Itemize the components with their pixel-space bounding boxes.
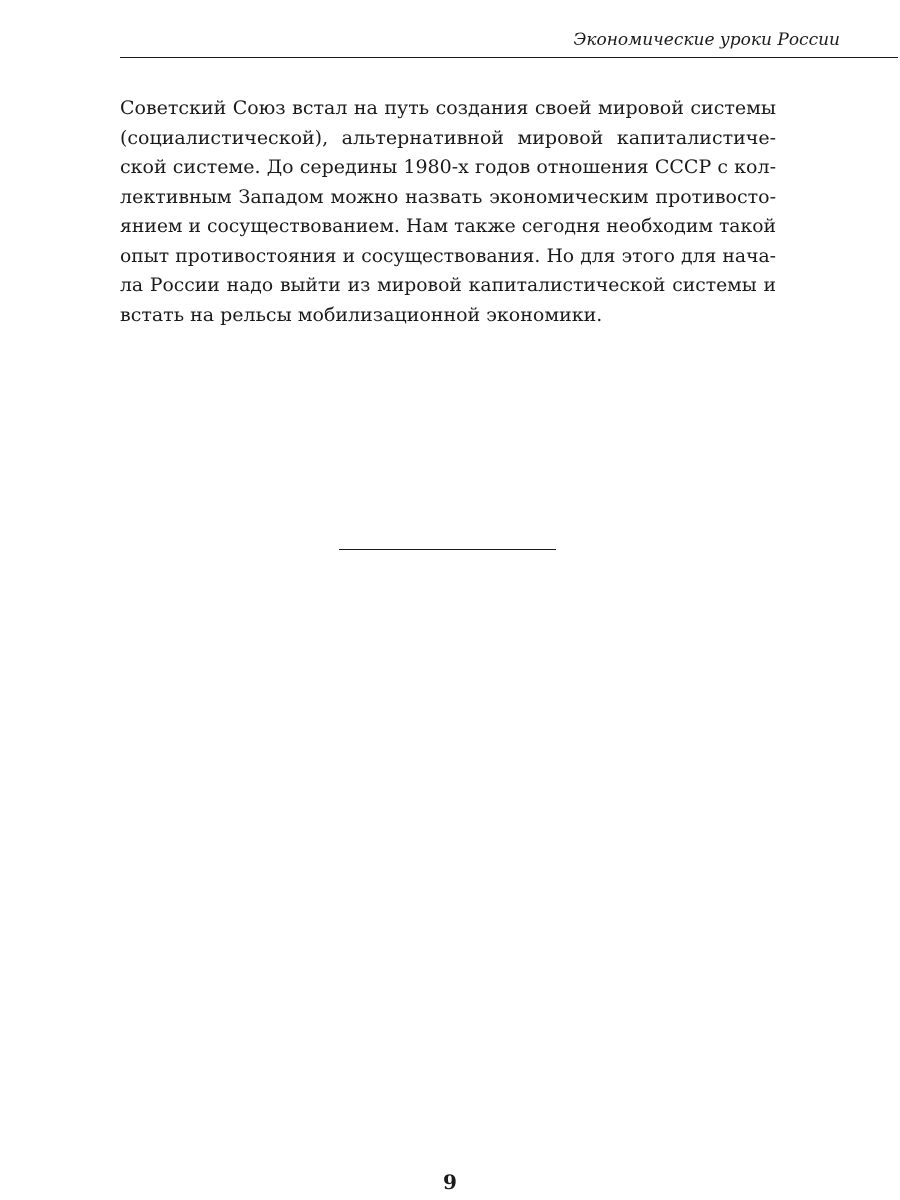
paragraph-line: (социалистической), альтернативной мировой капиталистиче- <box>120 126 776 149</box>
section-divider <box>339 549 556 550</box>
page-number: 9 <box>443 1170 457 1194</box>
running-header-title: Экономические уроки России <box>573 30 840 50</box>
paragraph-line: опыт противостояния и сосуществования. Но для этого для нача- <box>120 245 776 267</box>
body-paragraph <box>120 94 776 330</box>
paragraph-line: Советский Союз встал на путь создания своей мировой системы <box>120 97 776 119</box>
paragraph-line: ской системе. До середины 1980-х годов отношения СССР с кол- <box>120 156 776 178</box>
paragraph-line: янием и сосуществованием. Нам также сегодня необходим такой <box>120 216 776 237</box>
paragraph-line: ла России надо выйти из мировой капиталистической системы и <box>120 275 776 296</box>
paragraph-line: лективным Западом можно назвать экономическим противосто- <box>120 185 776 208</box>
running-header <box>120 26 898 58</box>
paragraph-line: встать на рельсы мобилизационной экономики. <box>120 303 603 326</box>
